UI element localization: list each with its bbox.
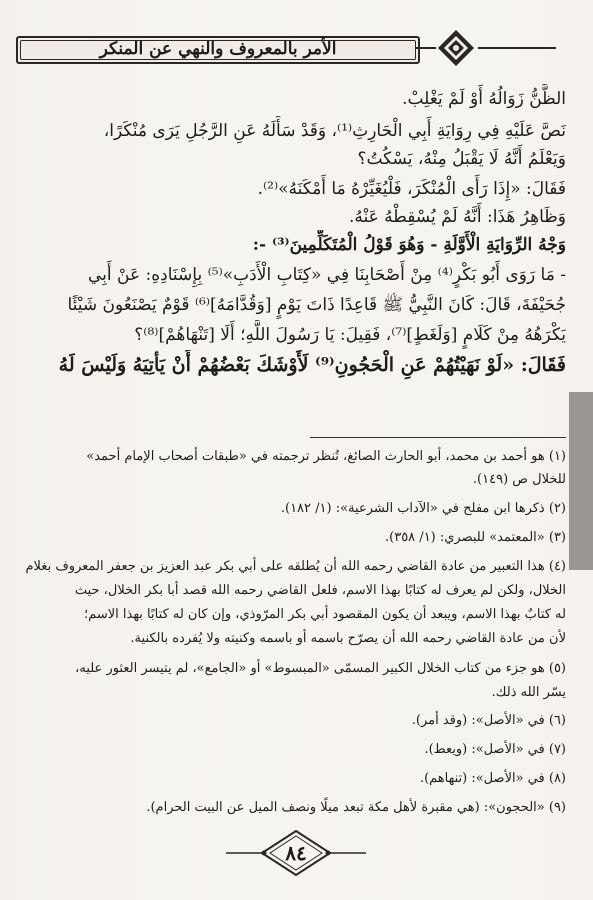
- footnote-line: (٥) هو جزء من كتاب الخلال الكبير المسمّى «المبسوط» أو «الجامع»، لم يتيسر العثور عليه،: [75, 661, 566, 676]
- text-line: - مَا رَوَى أَبُو بَكْرٍ⁽⁴⁾ مِنْ أَصْحَابِنَا فِي «كِتَابِ الْأَدَبِ»⁽⁵⁾ بِإِسْنَادِهِ: عَنْ أَبِي: [88, 265, 566, 285]
- text-line: الظَّنُّ زَوَالُهُ أَوْ لَمْ يَغْلِبْ.: [402, 89, 566, 109]
- hadith-line: فَقَالَ: «لَوْ نَهَيْتُهُمْ عَنِ الْحَجُونِ⁽⁹⁾ لَأَوْشَكَ بَعْضُهُمْ أَنْ يَأْتِيَهُ وَلَيْسَ لَهُ: [58, 354, 566, 376]
- footnote-separator: [310, 437, 566, 438]
- page-edge-tab: [569, 392, 593, 570]
- footnote-line: (٣) «المعتمد» للبصري: (١/ ٣٥٨).: [385, 530, 566, 545]
- footnote-line: لأن من عادة القاضي رحمه الله أن يصرّح باسمه أو باسمه وكنيته ولا يُفرده بالكنية.: [130, 631, 566, 646]
- text-line: وَظَاهِرُ هَذَا: أَنَّهُ لَمْ يُسْقِطْهُ عَنْهُ.: [348, 207, 566, 227]
- footnote-line: (٢) ذكرها ابن مفلح في «الآداب الشرعية»: (١/ ١٨٢).: [280, 501, 566, 516]
- text-line: وَيَعْلَمُ أَنَّهُ لَا يَقْبَلُ مِنْهُ، يَسْكُتُ؟: [357, 149, 566, 169]
- text-line: نَصَّ عَلَيْهِ فِي رِوَايَةِ أَبِي الْحَارِثِ⁽¹⁾، وَقَدْ سَأَلَهُ عَنِ الرَّجُلِ يَرَى مُنْكَرًا،: [103, 121, 566, 141]
- footnote-line: (٩) «الحجون»: (هي مقبرة لأهل مكة تبعد ميلًا ونصف الميل عن البيت الحرام).: [146, 800, 566, 815]
- footnote-line: (٦) في «الأصل»: (وقد أمر).: [411, 713, 566, 728]
- header-title: الأمر بالمعروف والنهي عن المنكر: [99, 39, 337, 59]
- footnote-line: (١) هو أحمد بن محمد، أبو الحارث الصائغ، تُنظر ترجمته في «طبقات أصحاب الإمام أحمد»: [86, 449, 566, 464]
- header-connector: [416, 47, 436, 49]
- running-header: [16, 28, 556, 68]
- footnote-line: (٨) في «الأصل»: (تنهاهم).: [419, 771, 566, 786]
- page-number: ٨٤: [285, 841, 307, 865]
- footnote-line: الخلال، ولكن لم يعرف له كتابًا بهذا الاسم، فلعل القاضي رحمه الله قصد أبا بكر الخلال، حيث: [74, 583, 566, 598]
- section-heading: وَجْهُ الرِّوَايَةِ الْأَوَّلَةِ - وَهُوَ قَوْلُ الْمُتَكَلِّمِينَ⁽³⁾ -:: [252, 235, 566, 255]
- text-line: جُحَيْفَةَ، قَالَ: كَانَ النَّبِيُّ ﷺ قَاعِدًا ذَاتَ يَوْمٍ [وَقُدَّامَهُ]⁽⁶⁾ قَوْمٌ يَصْنَعُونَ شَيْئًا: [67, 295, 566, 315]
- footnote-line: (٤) هذا التعبير من عادة القاضي رحمه الله أن يُطلقه على أبي بكر عبد العزيز بن جعفر المعروف بغلام: [26, 559, 566, 574]
- text-line: يَكْرَهُهُ مِنْ كَلَامٍ [وَلَغَطٍ]⁽⁷⁾، فَقِيلَ: يَا رَسُولَ اللَّهِ؛ أَلَا [تَنْهَاهُمْ]⁽⁸⁾؟: [134, 325, 566, 345]
- header-rule: [478, 47, 556, 49]
- footnote-line: للخلال ص (١٤٩).: [472, 472, 566, 487]
- footnote-line: يسّر الله ذلك.: [491, 685, 566, 700]
- text-line: فَقَالَ: «إِذَا رَأَى الْمُنْكَرَ، فَلْيُغَيِّرْهُ مَا أَمْكَنَهُ»⁽²⁾.: [257, 179, 566, 199]
- footnote-line: (٧) في «الأصل»: (ويعط).: [424, 742, 566, 757]
- footnote-line: له كتابٌ بهذا الاسم، ويبعد أن يكون المقصود أبي بكر المرّوذي، وإن كان له كتابًا بهذا الاسم؛: [84, 607, 566, 622]
- ornament-icon: [434, 28, 478, 68]
